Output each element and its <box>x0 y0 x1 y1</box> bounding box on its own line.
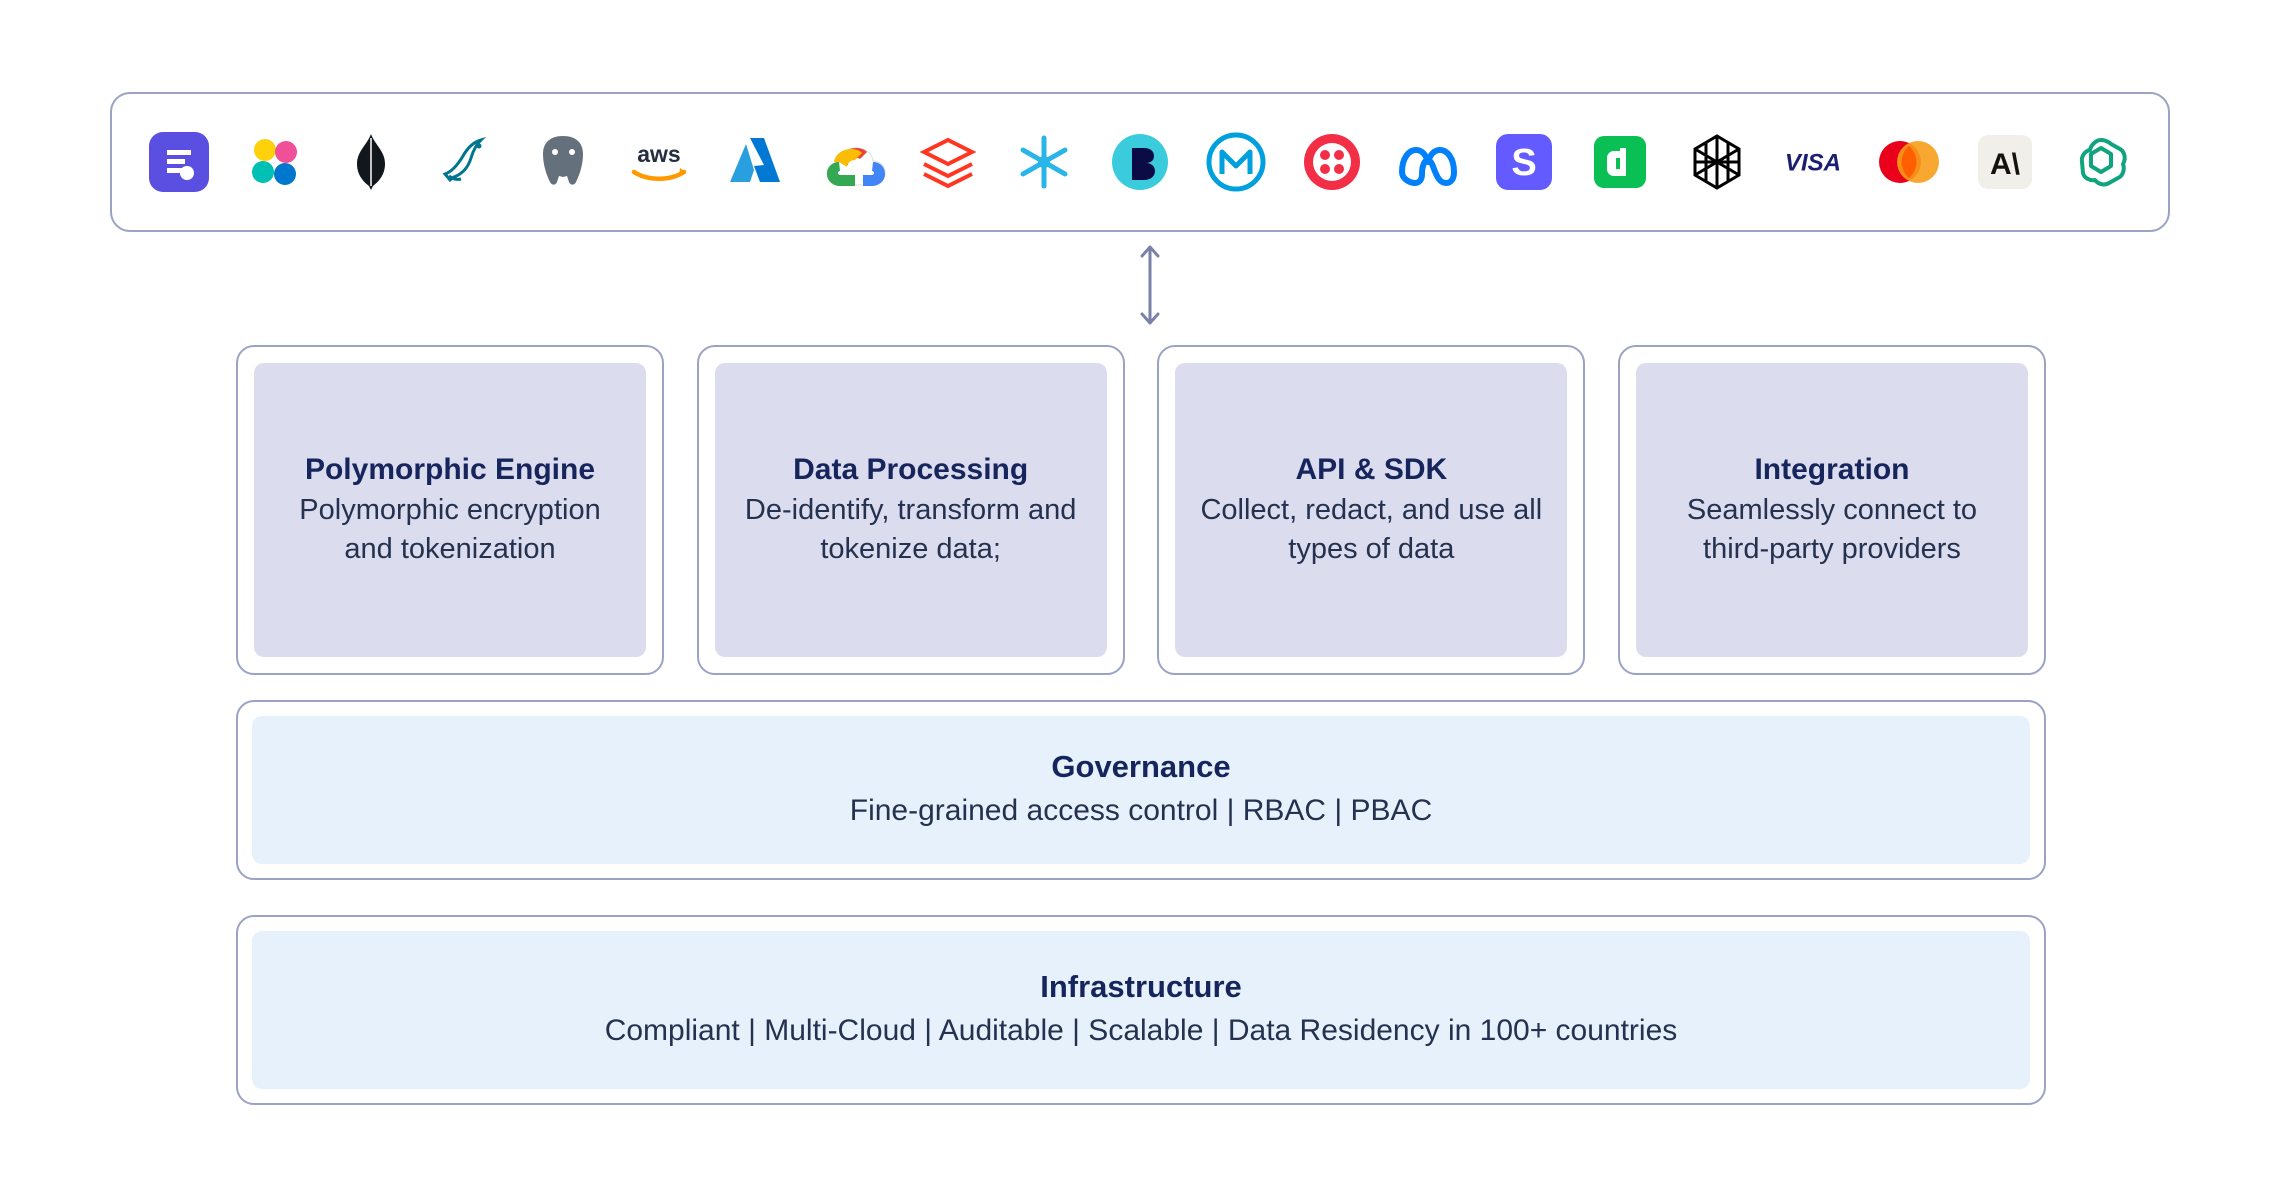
pillar-title: Integration <box>1754 453 1910 487</box>
azure-icon <box>719 125 793 199</box>
pillar-card-api-sdk <box>1157 345 1585 675</box>
band-body <box>252 931 2030 1089</box>
stripe-icon <box>1487 125 1561 199</box>
svg-text:aws: aws <box>637 141 682 167</box>
band-description: Compliant | Multi-Cloud | Auditable | Scalable | Data Residency in 100+ countries <box>604 1013 1678 1047</box>
governance-band <box>236 700 2046 880</box>
band-description: Fine-grained access control | RBAC | PBAC <box>849 793 1433 827</box>
meta-icon <box>1391 125 1465 199</box>
bidirectional-arrow-icon <box>1130 240 1170 330</box>
svg-text:A\: A\ <box>1989 148 2020 181</box>
svg-text:S: S <box>1511 142 1537 184</box>
infrastructure-band <box>236 915 2046 1105</box>
pillar-card-polymorphic-engine <box>236 345 664 675</box>
integrations-bar <box>110 92 2170 232</box>
pillar-card-body <box>254 363 646 657</box>
adyen-icon <box>1583 125 1657 199</box>
twilio-icon <box>1295 125 1369 199</box>
pillar-title: API & SDK <box>1295 453 1448 487</box>
pillar-card-integration <box>1618 345 2046 675</box>
openai-icon <box>2064 125 2138 199</box>
braze-icon <box>1103 125 1177 199</box>
pillar-card-row <box>236 345 2046 675</box>
band-body <box>252 716 2030 864</box>
svg-text:VISA: VISA <box>1784 149 1841 177</box>
snowplow-icon <box>142 125 216 199</box>
mongodb-icon <box>334 125 408 199</box>
google-cloud-icon <box>815 125 889 199</box>
pillar-description: Collect, redact, and use all types of data <box>1200 493 1543 565</box>
mastercard-icon <box>1872 125 1946 199</box>
band-title: Governance <box>1051 748 1231 784</box>
mulesoft-icon <box>1199 125 1273 199</box>
pillar-card-data-processing <box>697 345 1125 675</box>
postgresql-icon <box>526 125 600 199</box>
databricks-icon <box>911 125 985 199</box>
pillar-title: Data Processing <box>793 453 1029 487</box>
pillar-card-body <box>715 363 1107 657</box>
marqeta-icon <box>1680 125 1754 199</box>
elastic-icon <box>238 125 312 199</box>
pillar-description: De-identify, transform and tokenize data; <box>744 493 1077 565</box>
band-title: Infrastructure <box>1040 968 1242 1004</box>
mysql-icon <box>430 125 504 199</box>
visa-icon <box>1776 125 1850 199</box>
pillar-description: Polymorphic encryption and tokenization <box>299 493 601 565</box>
pillar-title: Polymorphic Engine <box>304 453 596 487</box>
pillar-description: Seamlessly connect to third-party providers <box>1686 493 1978 565</box>
anthropic-icon <box>1968 125 2042 199</box>
pillar-card-body <box>1636 363 2028 657</box>
pillar-card-body <box>1175 363 1567 657</box>
aws-icon <box>622 125 696 199</box>
snowflake-icon <box>1007 125 1081 199</box>
